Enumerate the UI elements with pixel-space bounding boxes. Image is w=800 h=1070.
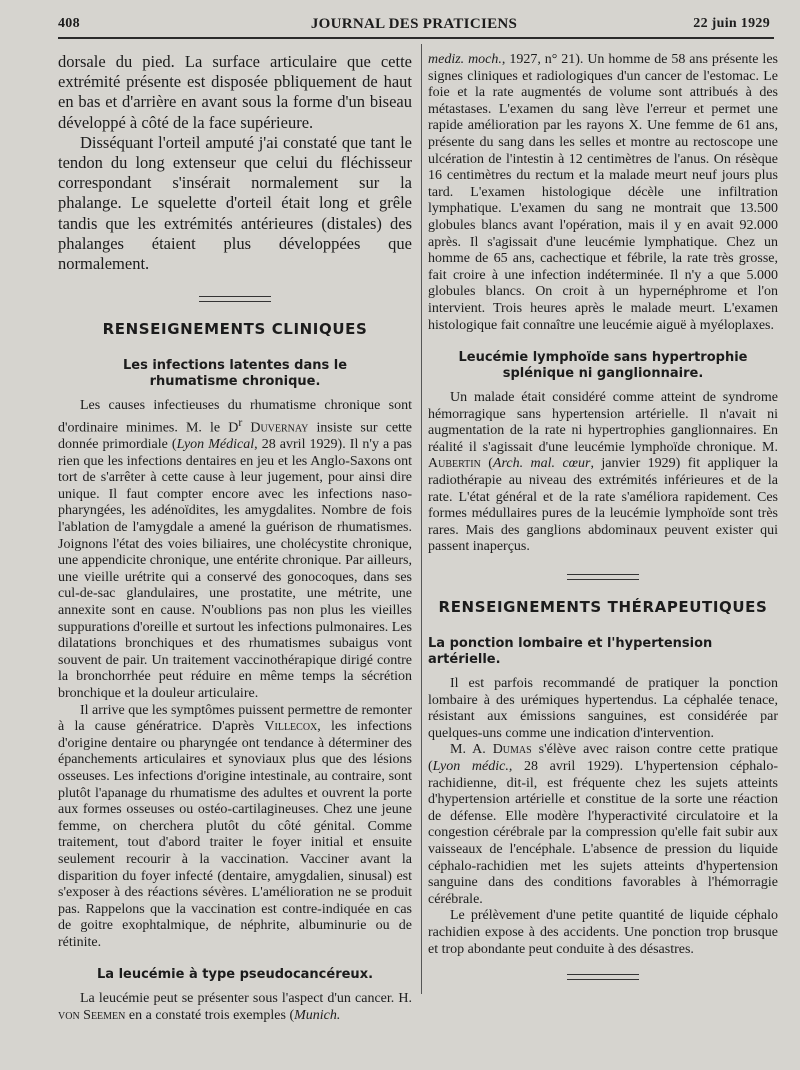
article-paragraph (58, 398, 412, 702)
text-run: ( (480, 456, 493, 472)
article-paragraph: Le prélèvement d'une petite quantité de liquide céphalo rachidien expose à des accidents. Une ponction trop brusque et trop abondante peut conduite à des désastres. (428, 908, 778, 957)
text-run: La leucémie peut se présenter sous l'aspect d'un cancer. H. (80, 991, 412, 1007)
journal-reference: Arch. mal. cœur (492, 456, 591, 472)
text-run: M. A. (450, 742, 493, 758)
left-column (58, 52, 412, 1025)
journal-title: JOURNAL DES PRATICIENS (310, 16, 518, 32)
intro-paragraph: dorsale du pied. La surface articulaire que cette extrémité présente est disposée pbliquement de haut en bas et d'arrière en avant sous la forme d'un biseau développé à côté de la face supérieure. (58, 52, 412, 132)
section-divider (567, 574, 639, 580)
article-paragraph: Il est parfois recommandé de pratiquer la ponction lombaire à des urémiques hypertendus. La céphalée tenace, résistant aux émissions sanguines, est considérée par quelques-uns comme une indication d'intervention. (428, 676, 778, 741)
page-header (58, 14, 770, 36)
page-number: 408 (58, 16, 80, 31)
text-run: en a constaté trois exemples ( (125, 1008, 295, 1024)
section-divider (567, 974, 639, 980)
article-paragraph (58, 991, 412, 1024)
journal-reference: Lyon médic. (432, 759, 509, 774)
article-paragraph (428, 742, 778, 908)
text-run: , 28 avril 1929). Il n'y a pas rien que les infections dentaires en jeu et les Anglo-Saxons ont tort de s'arrêter à cette cause à leur jugement, pour ainsi dire unique. Il faut compter encore avec les infections naso-pharyngées, les adénoïdites, les amygdalites. Nombre de fois l'ablation de l'amygdale a amené la guérison de rhumatismes. Joignons l'état des voies biliaires, une cholécystite chronique, une appendicite chronique, une entérite chronique. Par ailleurs, une vieille urétrite qui a conservé des gonocoques, dans ses cul-de-sac glandulaires, une prostatite, une métrite, une annexite sont en cause. N'oublions pas non plus les vieilles suppurations d'oreille et surtout les infections pulmonaires. Les dilatations bronchiques et des rhumatismes subaigus vont souvent de pair. Un traitement vaccinothérapique dirigé contre la bronchorrhée peut réduire en même temps la sécrétion bronchique et la douleur articulaire. (58, 437, 413, 701)
text-run: , 1927, n° 21). Un homme de 58 ans présente les signes cliniques et radiologiques d'un cancer de l'estomac. Le foie et la rate augmentés de volume sont attribués à des métastases. L'examen du sang lève l'erreur et permet une rapide amélioration par les rayons X. Une femme de 61 ans, présente du sang dans les selles et montre au rectoscope une ulcération de l'intestin à 12 centimètres de l'anus. On résèque 16 centimètres du rectum et la malade meurt neuf jours plus tard. L'examen histologique décèle une infiltration lymphatique. L'examen du sang ne montrait que 13.500 globules blancs avant l'opération, mais il y en avait 92.000 après. Il s'agissait d'une leucémie lymphatique. Chez un homme de 65 ans, cachectique et fébrile, la rate très grosse, fait croire à une infection indéterminée. Il n'y a que 5.000 globules blancs. On croit à un hypernéphrome et l'on intervient. Trois heures après le malade meurt. L'examen histologique fait connaître une leucémie aiguë à myéloplaxes. (428, 52, 778, 333)
journal-reference: Munich. (294, 1008, 341, 1024)
author-name: Aubertin (428, 456, 481, 472)
subsection-title-leucemie: La leucémie à type pseudocancéreux. (96, 967, 374, 983)
text-run: Les causes infectieuses du rhumatisme chronique sont d'ordinaire minimes. M. le D (58, 398, 412, 436)
text-run: s'élève avec raison contre cette pratique ( (428, 742, 778, 774)
header-rule (58, 37, 774, 39)
subsection-title-lymphoide: Leucémie lymphoïde sans hypertrophie splénique ni ganglionnaire. (458, 350, 748, 382)
text-run: insiste sur cette donnée primordiale ( (58, 420, 413, 453)
text-run: , les infections d'origine dentaire ou pharyngée ont tendance à déterminer des épanchements articulaires et synoviaux plus que des lésions osseuses. Les infections d'origine intestinale, au contraire, sont plutôt l'apanage du rhumatisme des adultes et ouvrent la porte aux formes osseuses ou ostéo-cartilagineuses. Chez une jeune femme, on cherchera plutôt du côté génital. Comme traitement, tout d'abord traiter le foyer initial et ensuite seulement recourir à la vaccination. Vacciner avant la disparition du foyer infecté (dentaire, amygdalien, sinusal) est s'exposer à des réactions sévères. L'amélioration ne se produit pas. Rappelons que la vaccination est contre-indiquée en cas de goitre exophtalmique, de néphrite, albuminurie ou de rétinite. (58, 719, 412, 950)
article-paragraph (428, 390, 778, 556)
journal-reference: Lyon Médical (176, 437, 255, 453)
subsection-title-ponction: La ponction lombaire et l'hypertension artérielle. (428, 636, 713, 668)
subsection-title-infections: Les infections latentes dans le rhumatisme chronique. (122, 358, 348, 390)
text-run: Un malade était considéré comme atteint de syndrome hémorragique sans hypertension artérielle. Il n'avait ni augmentation de la rate ni hypertrophies ganglionnaires. En réalité il s'agissait d'une leucémie lymphoïde chronique. M. (428, 390, 778, 455)
journal-reference: mediz. moch. (428, 52, 502, 67)
intro-paragraph-2: Disséquant l'orteil amputé j'ai constaté que tant le tendon du long extenseur que celui du fléchisseur correspondant s'insérait normalement sur la phalange. Le squelette d'orteil était long et grêle tandis que les extrémités antérieures (distales) des phalanges étaient plus développées que normalement. (58, 132, 412, 274)
author-name: Villecox (264, 719, 318, 735)
section-divider (199, 296, 271, 302)
column-divider (421, 44, 422, 994)
text-run: Il arrive que les symptômes puissent permettre de remonter à la cause génératrice. D'après (58, 702, 413, 735)
author-name: Duvernay (250, 420, 309, 436)
section-title-clinical: RENSEIGNEMENTS CLINIQUES (102, 320, 368, 339)
article-paragraph (428, 52, 778, 334)
author-name: Dumas (492, 742, 532, 758)
author-name: von Seemen (58, 1008, 126, 1024)
intro-block (58, 52, 412, 274)
text-run: , 28 avril 1929). L'hypertension céphalo-rachidienne, dit-il, est fréquente chez les sujets atteints d'hypertension artérielle et constitue de la sorte une réaction de défense. Elle modère l'hyperactivité circulatoire et la congestion cérébrale par la compression qu'elle fait subir aux vaisseaux de l'encéphale. L'absence de pression du liquide céphalo-rachidien met les sujets atteints d'hypertension sanguine dans des conditions favorables à l'hémorragie cérébrale. (428, 759, 779, 907)
issue-date: 22 juin 1929 (693, 16, 770, 31)
right-column (428, 52, 778, 994)
article-paragraph (58, 703, 412, 952)
text-run: , janvier 1929) fit appliquer la radiothérapie au niveau des extrémités inférieures et de la rate. L'état général et de la rate s'améliora rapidement. Ces formes médullaires pures de la leucémie lymphoïde sont très rares. Mais des ganglions abdominaux peuvent exister qui passent inaperçus. (428, 456, 778, 555)
section-title-therapeutic: RENSEIGNEMENTS THÉRAPEUTIQUES (438, 598, 768, 617)
text-run: r (238, 415, 243, 429)
